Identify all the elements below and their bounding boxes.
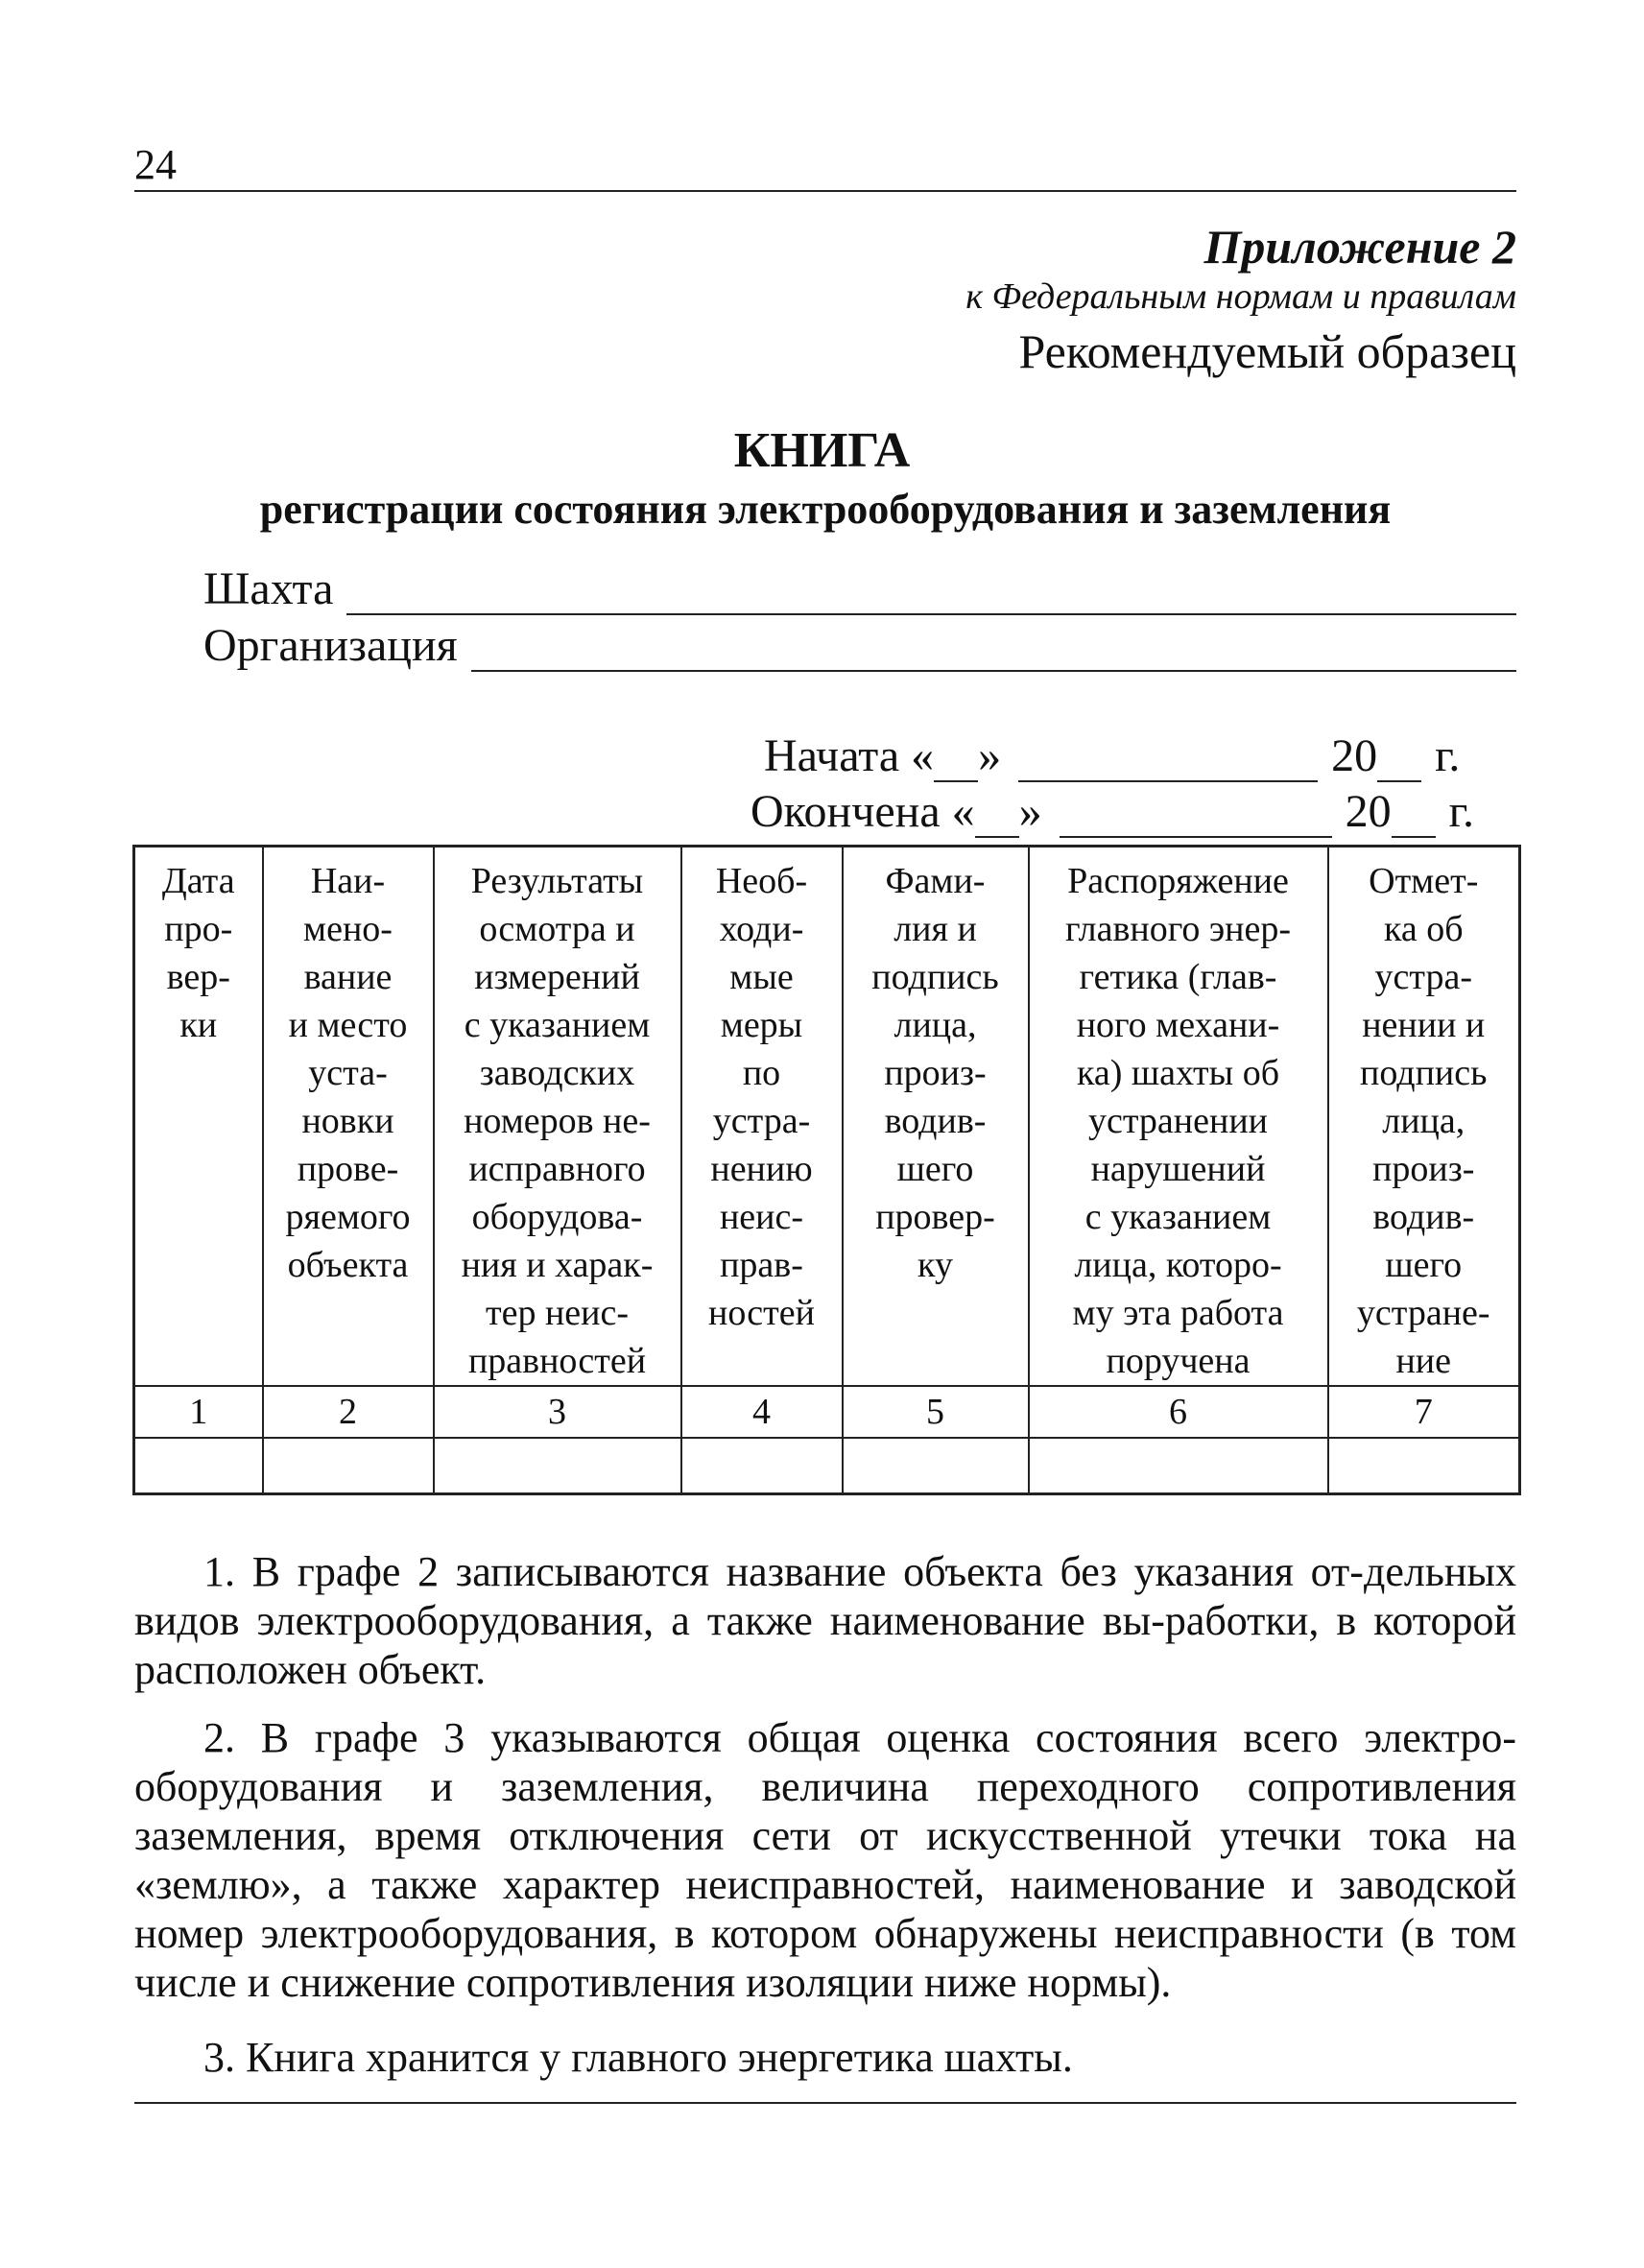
header-cell-line: вание xyxy=(303,957,393,997)
header-cell-line: устранении xyxy=(1087,1101,1268,1141)
header-cell-line: Необ- xyxy=(715,861,808,901)
header-cell-line: провер- xyxy=(875,1197,995,1237)
note-paragraph: 1. В графе 2 записываются название объекта без указания от-дельных видов электрооборудования, а также наименование вы-работки, в которой расположен объект. xyxy=(134,1548,1516,1693)
header-cell-line: нарушений xyxy=(1090,1149,1266,1189)
start-date-suffix: » xyxy=(978,730,1002,781)
header-cell-line: ряемого xyxy=(285,1197,411,1237)
header-cell-line: ку xyxy=(917,1245,953,1285)
header-cell-line: главного энер- xyxy=(1064,909,1292,949)
start-year-prefix: 20 xyxy=(1331,730,1378,781)
header-divider xyxy=(134,190,1516,192)
start-year-blank[interactable] xyxy=(1377,744,1421,782)
end-month-blank[interactable] xyxy=(1060,800,1332,838)
header-cell-line: Наи- xyxy=(310,861,386,901)
header-cell-line: ния и харак- xyxy=(461,1245,654,1285)
header-cell-line: ка) шахты об xyxy=(1076,1053,1280,1093)
mine-field xyxy=(203,562,1516,615)
header-cell-line: произ- xyxy=(884,1053,987,1093)
header-cell-line: лица, которо- xyxy=(1074,1245,1282,1285)
header-cell-line: нении и xyxy=(1362,1005,1486,1045)
header-cell-line: тер неис- xyxy=(485,1293,630,1333)
header-cell xyxy=(434,847,681,1387)
header-cell-line: ностей xyxy=(708,1293,815,1333)
organization-blank-line[interactable] xyxy=(471,635,1516,672)
header-cell-line: мено- xyxy=(303,909,393,949)
footer-divider xyxy=(134,2102,1516,2104)
start-year-suffix: г. xyxy=(1435,730,1461,781)
register-table xyxy=(132,845,1521,1495)
header-cell-line: Распоряжение xyxy=(1067,861,1289,901)
header-cell-line: произ- xyxy=(1372,1149,1475,1189)
column-number: 5 xyxy=(843,1386,1029,1438)
column-number: 1 xyxy=(134,1386,263,1438)
header-cell-line: уста- xyxy=(308,1053,388,1093)
table-row xyxy=(134,1438,1520,1494)
header-cell xyxy=(1029,847,1328,1387)
header-cell-line: устра- xyxy=(1374,957,1472,997)
header-cell-line: меры xyxy=(720,1005,803,1045)
table-cell[interactable] xyxy=(843,1438,1029,1494)
table-cell[interactable] xyxy=(134,1438,263,1494)
column-number: 3 xyxy=(434,1386,681,1438)
header-cell-line: ние xyxy=(1395,1341,1452,1381)
start-month-blank[interactable] xyxy=(1018,744,1318,782)
header-cell-line: номеров не- xyxy=(464,1101,651,1141)
header-cell-line: измерений xyxy=(474,957,640,997)
table-cell[interactable] xyxy=(1328,1438,1520,1494)
column-number-row xyxy=(134,1386,1520,1438)
end-date-suffix: » xyxy=(1018,786,1042,837)
organization-field xyxy=(203,619,1516,672)
header-cell-line: осмотра и xyxy=(479,909,635,949)
column-number: 6 xyxy=(1029,1386,1328,1438)
end-date-row xyxy=(751,785,1474,838)
table-cell[interactable] xyxy=(681,1438,843,1494)
header-cell-line: лия и xyxy=(893,909,977,949)
header-cell-line: устра- xyxy=(712,1101,811,1141)
appendix-title: Приложение 2 xyxy=(1203,220,1516,274)
header-cell-line: Фами- xyxy=(885,861,986,901)
header-cell-line: Отмет- xyxy=(1369,861,1479,901)
end-year-suffix: г. xyxy=(1448,786,1474,837)
header-cell xyxy=(1328,847,1520,1387)
header-cell xyxy=(843,847,1029,1387)
header-cell-line: прове- xyxy=(297,1149,399,1189)
header-cell-line: новки xyxy=(301,1101,394,1141)
header-cell-line: с указанием xyxy=(464,1005,651,1045)
header-cell-line: му эта работа xyxy=(1072,1293,1284,1333)
header-cell-line: водив- xyxy=(884,1101,987,1141)
header-cell-line: ного механи- xyxy=(1076,1005,1280,1045)
header-cell-line: мые xyxy=(729,957,794,997)
sample-label: Рекомендуемый образец xyxy=(1018,324,1516,378)
header-cell-line: про- xyxy=(164,909,233,949)
header-cell-line: подпись xyxy=(871,957,999,997)
book-title: КНИГА xyxy=(733,423,911,478)
header-cell-line: и место xyxy=(288,1005,408,1045)
table-cell[interactable] xyxy=(263,1438,434,1494)
header-cell-line: шего xyxy=(896,1149,974,1189)
appendix-subtitle: к Федеральным нормам и правилам xyxy=(965,276,1516,317)
table-header-row xyxy=(134,847,1520,1387)
start-date-row xyxy=(764,729,1460,782)
header-cell-line: оборудова- xyxy=(471,1197,643,1237)
header-cell-line: исправного xyxy=(468,1149,646,1189)
column-number: 2 xyxy=(263,1386,434,1438)
header-cell-line: правностей xyxy=(467,1341,647,1381)
header-cell-line: поручена xyxy=(1106,1341,1251,1381)
header-cell-line: Результаты xyxy=(470,861,644,901)
header-cell-line: водив- xyxy=(1372,1197,1475,1237)
header-cell xyxy=(134,847,263,1387)
page-number: 24 xyxy=(134,141,177,188)
book-subtitle: регистрации состояния электрооборудования и заземления xyxy=(259,486,1392,533)
column-number: 7 xyxy=(1328,1386,1520,1438)
header-cell-line: по xyxy=(742,1053,781,1093)
note-paragraph: 3. Книга хранится у главного энергетика шахты. xyxy=(203,2034,1073,2081)
header-cell-line: ка об xyxy=(1383,909,1464,949)
header-cell-line: неис- xyxy=(719,1197,804,1237)
start-date-prefix: Начата « xyxy=(764,730,935,781)
header-cell-line: с указанием xyxy=(1084,1197,1272,1237)
end-year-prefix: 20 xyxy=(1345,786,1392,837)
header-cell-line: объекта xyxy=(287,1245,409,1285)
header-cell-line: ходи- xyxy=(719,909,804,949)
header-cell-line: вер- xyxy=(166,957,230,997)
header-cell-line: ки xyxy=(179,1005,218,1045)
header-cell-line: лица, xyxy=(893,1005,977,1045)
header-cell-line: гетика (глав- xyxy=(1079,957,1277,997)
header-cell-line: прав- xyxy=(720,1245,803,1285)
table-cell[interactable] xyxy=(434,1438,681,1494)
organization-label: Организация xyxy=(203,620,458,671)
header-cell xyxy=(681,847,843,1387)
end-date-prefix: Окончена « xyxy=(751,786,975,837)
note-paragraph: 2. В графе 3 указываются общая оценка состояния всего электро-оборудования и заземления, величина переходного сопротивления заземления, время отключения сети от искусственной утечки тока на «землю», а также характер неисправностей, наименование и заводской номер электрооборудования, в котором обнаружены неисправности (в том числе и снижение сопротивления изоляции ниже нормы). xyxy=(134,1714,1516,2006)
mine-label: Шахта xyxy=(203,563,334,614)
header-cell-line: Дата xyxy=(161,861,235,901)
end-day-blank[interactable] xyxy=(975,800,1019,838)
start-day-blank[interactable] xyxy=(934,744,978,782)
header-cell-line: устране- xyxy=(1356,1293,1490,1333)
table-cell[interactable] xyxy=(1029,1438,1328,1494)
header-cell-line: шего xyxy=(1385,1245,1463,1285)
header-cell xyxy=(263,847,434,1387)
mine-blank-line[interactable] xyxy=(346,579,1516,615)
header-cell-line: лица, xyxy=(1382,1101,1465,1141)
header-cell-line: нению xyxy=(710,1149,813,1189)
end-year-blank[interactable] xyxy=(1392,800,1436,838)
header-cell-line: подпись xyxy=(1360,1053,1488,1093)
header-cell-line: заводских xyxy=(479,1053,635,1093)
column-number: 4 xyxy=(681,1386,843,1438)
